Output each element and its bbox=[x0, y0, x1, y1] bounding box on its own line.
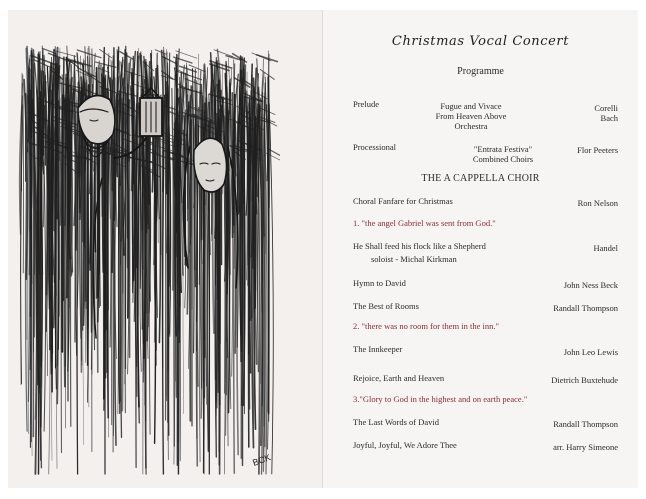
choir-heading: THE A CAPPELLA CHOIR bbox=[421, 173, 540, 184]
piece-title: The Best of Rooms bbox=[353, 301, 419, 311]
processional-label: Processional bbox=[353, 142, 396, 152]
right-page bbox=[323, 10, 638, 488]
processional-performer: Combined Choirs bbox=[472, 154, 534, 164]
piece-title: Joyful, Joyful, We Adore Thee bbox=[353, 440, 457, 450]
piece-title: Hymn to David bbox=[353, 278, 406, 288]
prelude-piece-1: Fugue and Vivace bbox=[440, 101, 502, 111]
scripture-reading: 3."Glory to God in the highest and on earth peace." bbox=[353, 394, 528, 404]
piece-title: Choral Fanfare for Christmas bbox=[353, 196, 453, 206]
programme-heading: Programme bbox=[457, 66, 504, 77]
left-page bbox=[8, 10, 323, 488]
scripture-reading: 1. "the angel Gabriel was sent from God." bbox=[353, 218, 496, 228]
artist-signature: BCK bbox=[251, 452, 273, 468]
soloist-credit: soloist - Michal Kirkman bbox=[371, 254, 457, 264]
piece-composer: Handel bbox=[593, 243, 618, 253]
prelude-piece-2: From Heaven Above bbox=[435, 111, 507, 121]
piece-composer: arr. Harry Simeone bbox=[553, 442, 618, 452]
scripture-reading: 2. "there was no room for them in the inn." bbox=[353, 321, 499, 331]
piece-composer: Dietrich Buxtehude bbox=[551, 375, 618, 385]
piece-composer: Randall Thompson bbox=[553, 303, 618, 313]
piece-title: He Shall feed his flock like a Shepherd bbox=[353, 241, 486, 251]
prelude-label: Prelude bbox=[353, 99, 379, 109]
piece-composer: Ron Nelson bbox=[577, 198, 618, 208]
prelude-composer-1: Corelli bbox=[594, 103, 618, 113]
piece-title: The Innkeeper bbox=[353, 344, 403, 354]
prelude-composer-2: Bach bbox=[600, 113, 618, 123]
piece-composer: John Leo Lewis bbox=[563, 347, 618, 357]
concert-title: Christmas Vocal Concert bbox=[391, 34, 570, 49]
nativity-illustration bbox=[18, 38, 280, 478]
piece-title: Rejoice, Earth and Heaven bbox=[353, 373, 445, 383]
processional-composer: Flor Peeters bbox=[577, 145, 618, 155]
piece-composer: John Ness Beck bbox=[563, 280, 618, 290]
piece-composer: Randall Thompson bbox=[553, 419, 618, 429]
piece-title: The Last Words of David bbox=[353, 417, 440, 427]
prelude-performer: Orchestra bbox=[454, 121, 488, 131]
processional-piece: "Entrata Festiva" bbox=[473, 144, 533, 154]
